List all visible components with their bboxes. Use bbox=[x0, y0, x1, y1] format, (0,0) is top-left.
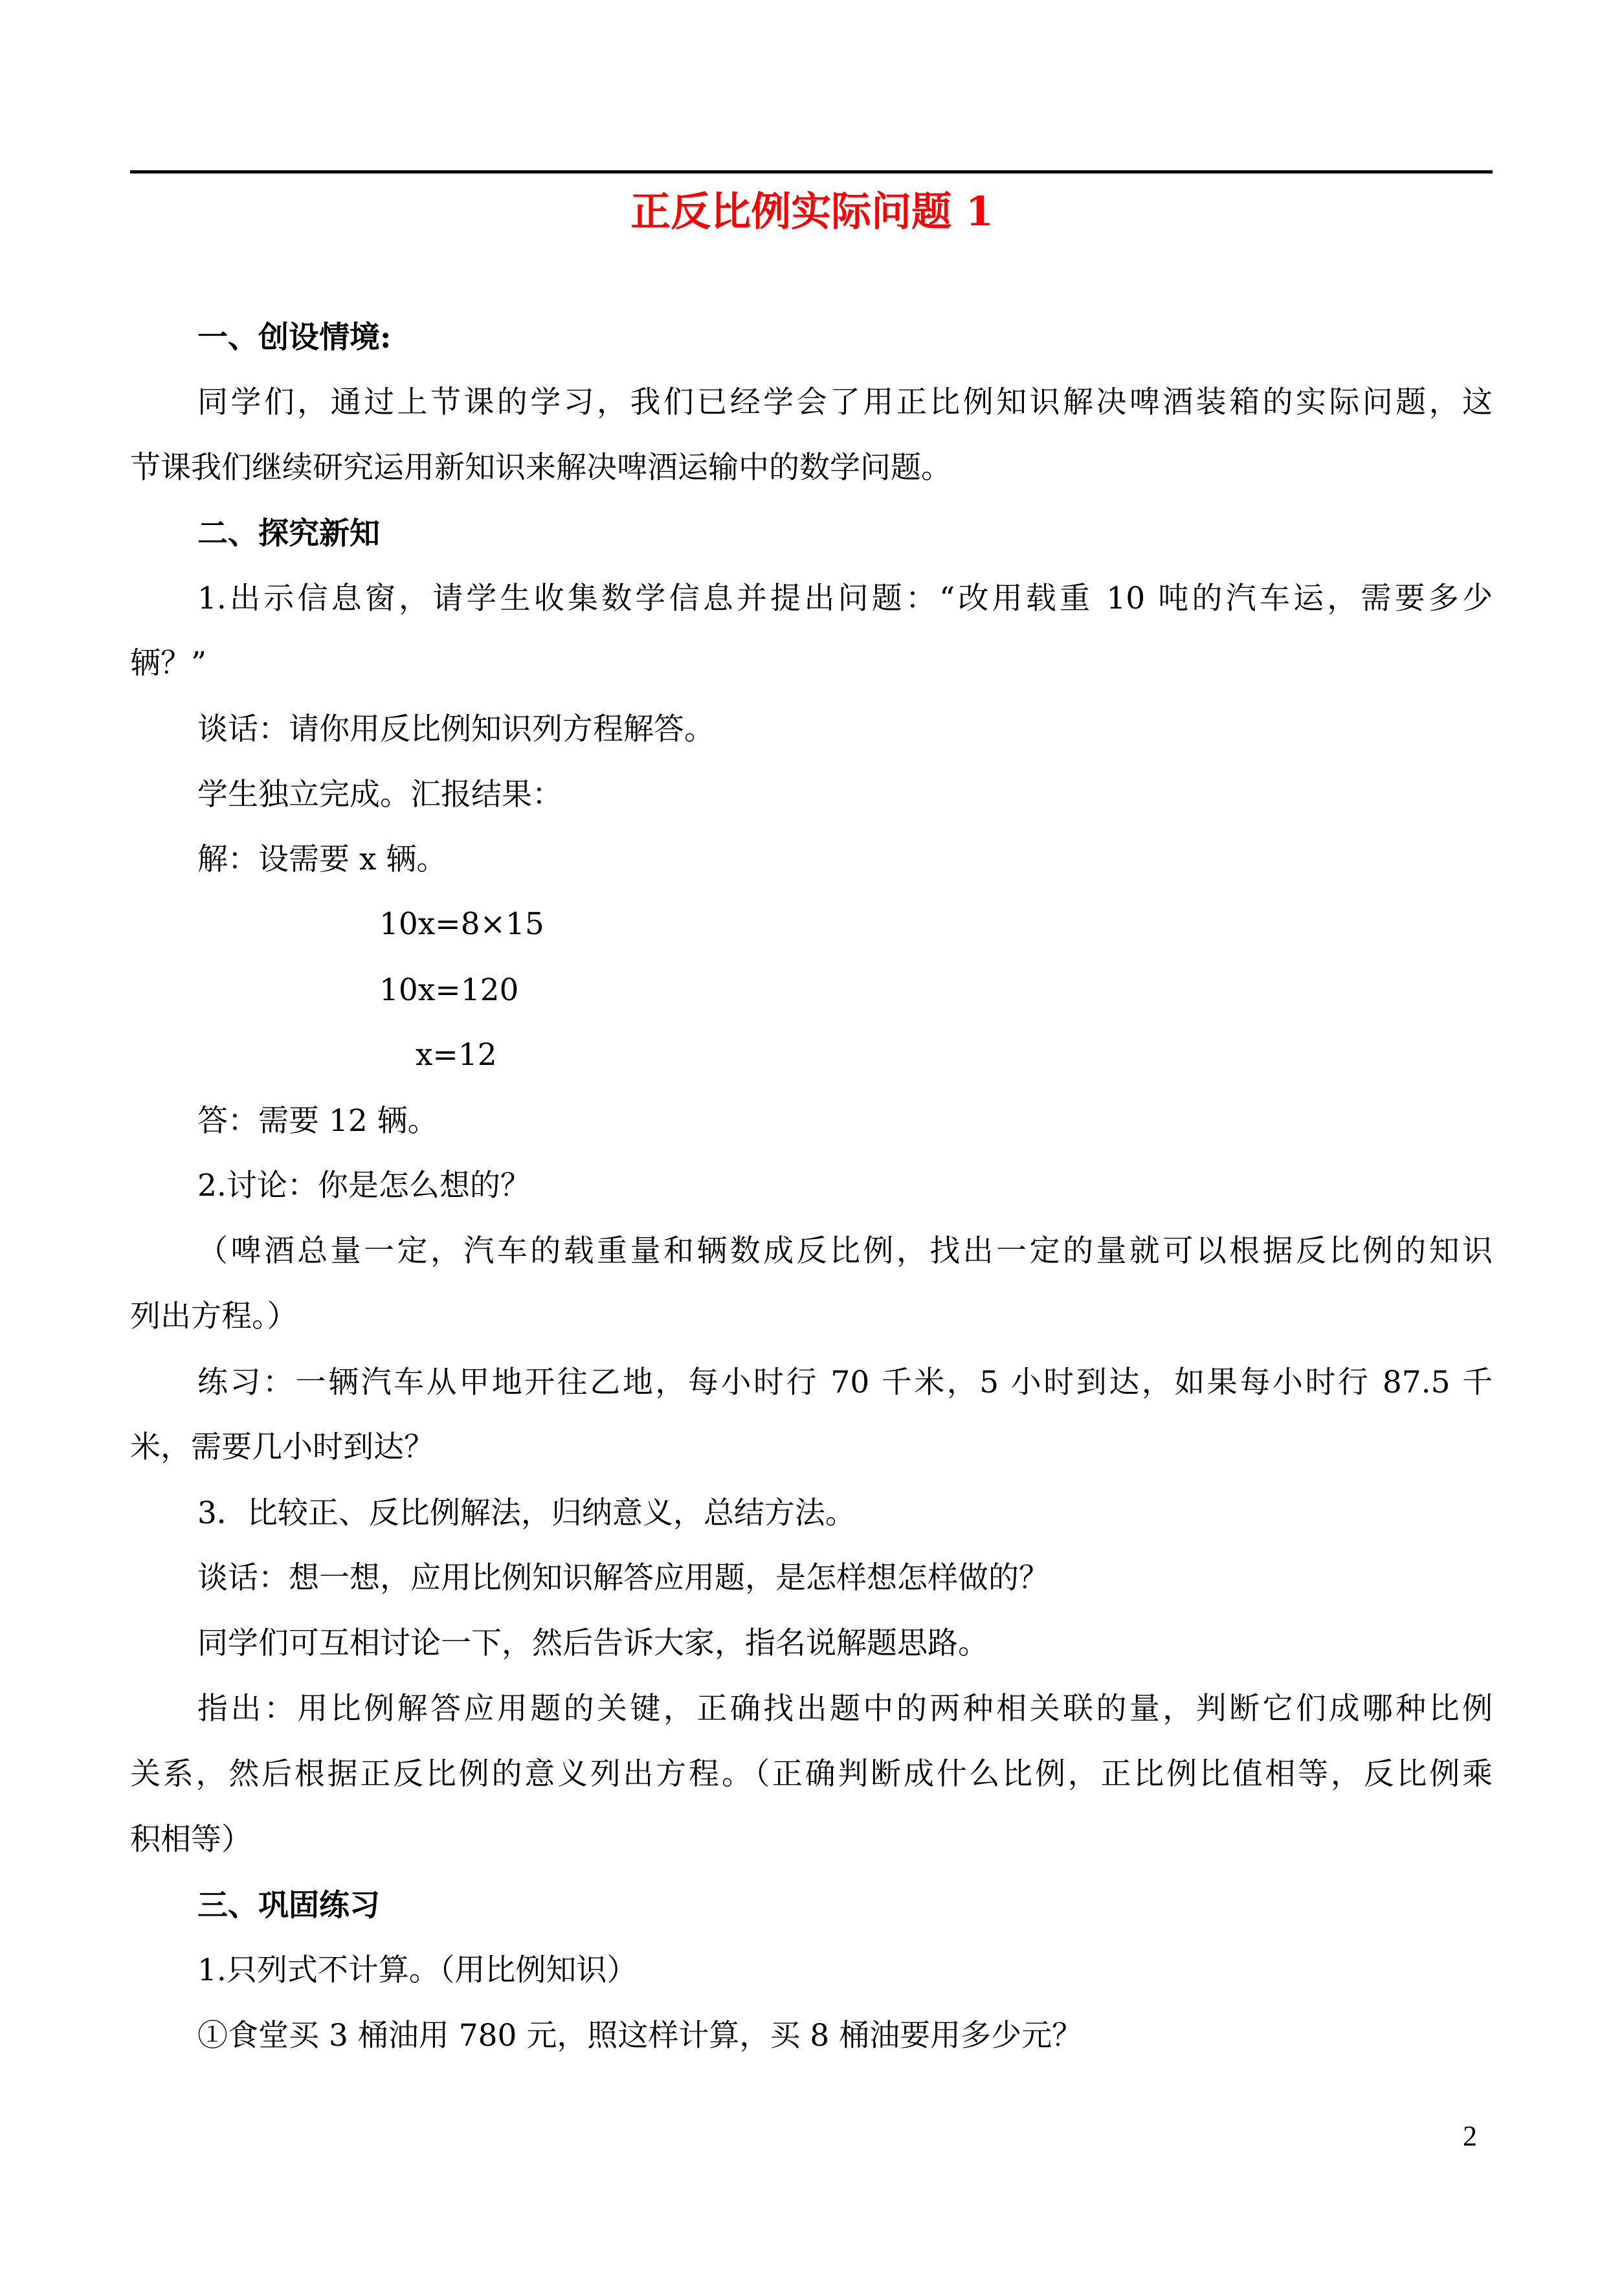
paragraph-line: ①食堂买 3 桶油用 780 元，照这样计算，买 8 桶油要用多少元？ bbox=[197, 2018, 1083, 2053]
paragraph-line: 学生独立完成。汇报结果： bbox=[197, 777, 562, 812]
paragraph-line: 同学们可互相讨论一下，然后告诉大家，指名说解题思路。 bbox=[197, 1626, 988, 1661]
paragraph-line: 2.讨论：你是怎么想的？ bbox=[197, 1168, 531, 1203]
page-number: 2 bbox=[1463, 2120, 1477, 2152]
paragraph-line: 3．比较正、反比例解法，归纳意义，总结方法。 bbox=[197, 1495, 856, 1531]
section-heading-1: 一、创设情境: bbox=[197, 320, 392, 355]
paragraph-line: （啤酒总量一定，汽车的载重量和辆数成反比例，找出一定的量就可以根据反比例的知识 bbox=[197, 1233, 1493, 1269]
page-title: 正反比例实际问题 1 bbox=[630, 188, 994, 235]
equation-line: 10x=120 bbox=[379, 972, 519, 1008]
paragraph-line: 辆？” bbox=[130, 645, 207, 681]
section-heading-3: 三、巩固练习 bbox=[197, 1888, 380, 1923]
paragraph-line: 同学们，通过上节课的学习，我们已经学会了用正比例知识解决啤酒装箱的实际问题，这 bbox=[197, 385, 1493, 420]
paragraph-line: 指出：用比例解答应用题的关键，正确找出题中的两种相关联的量，判断它们成哪种比例 bbox=[197, 1691, 1493, 1727]
section-heading-2: 二、探究新知 bbox=[197, 516, 380, 552]
paragraph-line: 谈话：请你用反比例知识列方程解答。 bbox=[197, 711, 715, 747]
equation-line: 10x=8×15 bbox=[379, 906, 544, 942]
paragraph-line: 列出方程。） bbox=[130, 1299, 298, 1334]
equation-line: x=12 bbox=[416, 1037, 497, 1073]
paragraph-line: 1.出示信息窗，请学生收集数学信息并提出问题：“改用载重 10 吨的汽车运，需要多少 bbox=[197, 581, 1493, 616]
paragraph-line: 谈话：想一想，应用比例知识解答应用题，是怎样想怎样做的？ bbox=[197, 1560, 1049, 1596]
paragraph-line: 答：需要 12 辆。 bbox=[197, 1103, 438, 1139]
paragraph-line: 解：设需要 x 辆。 bbox=[197, 842, 447, 877]
paragraph-line: 米，需要几小时到达？ bbox=[130, 1429, 434, 1465]
paragraph-line: 关系，然后根据正反比例的意义列出方程。（正确判断成什么比例，正比例比值相等，反比例乘 bbox=[130, 1756, 1493, 1792]
paragraph-line: 练习：一辆汽车从甲地开往乙地，每小时行 70 千米，5 小时到达，如果每小时行 87.5 千 bbox=[197, 1365, 1493, 1400]
paragraph-line: 节课我们继续研究运用新知识来解决啤酒运输中的数学问题。 bbox=[130, 450, 951, 486]
paragraph-line: 1.只列式不计算。（用比例知识） bbox=[197, 1952, 638, 1988]
paragraph-line: 积相等） bbox=[130, 1822, 252, 1857]
header-rule bbox=[130, 170, 1493, 173]
